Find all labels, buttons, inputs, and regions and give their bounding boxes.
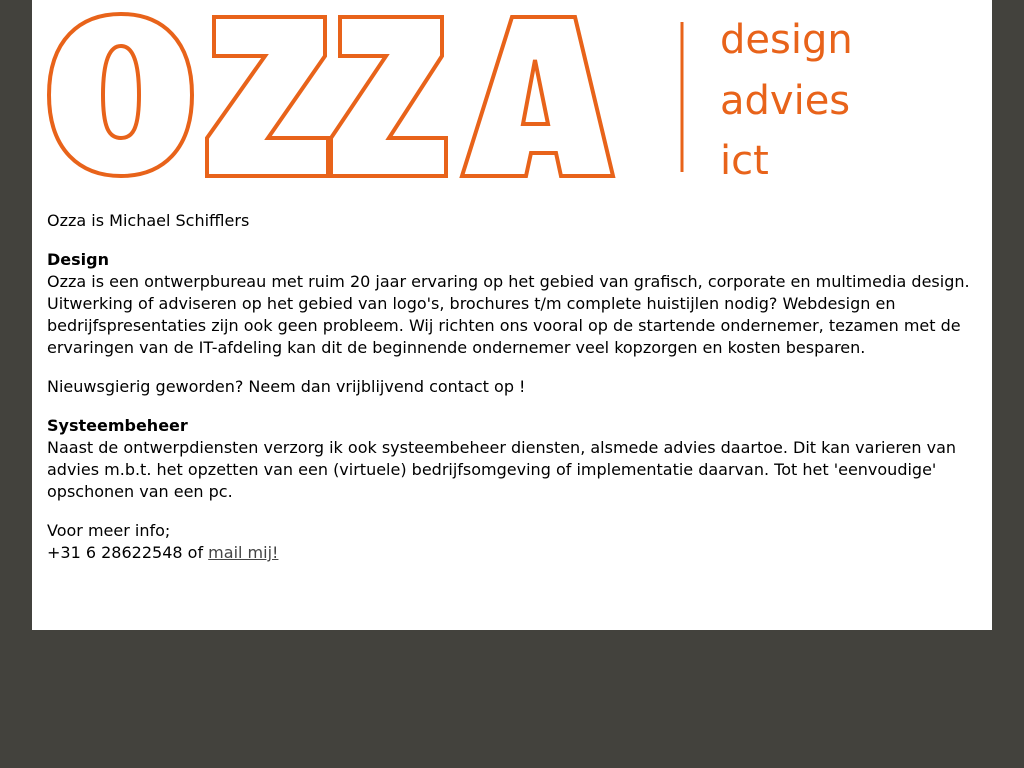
logo-letter-z-2	[331, 17, 446, 176]
design-section	[47, 249, 977, 359]
or-text: of	[187, 543, 204, 562]
system-body: Naast de ontwerpdiensten verzorg ik ook systeembeheer diensten, alsmede advies daartoe. Dit kan varieren van advies m.b.t. het opzetten van een (virtuele) bedrijfsomgeving of implementatie daarvan. Tot het 'eenvoudige' opschonen van een pc.	[47, 438, 957, 501]
tagline-advies: advies	[720, 78, 851, 124]
system-section	[47, 415, 977, 503]
logo-letter-z-1	[207, 17, 328, 176]
intro-text: Ozza is Michael Schifflers	[47, 211, 250, 230]
tagline-design: design	[720, 17, 853, 63]
ozza-logo	[32, 0, 992, 190]
mail-link[interactable]: mail mij!	[208, 543, 279, 562]
tagline	[720, 17, 853, 184]
design-heading: Design	[47, 250, 109, 269]
main-panel	[32, 0, 992, 630]
curious-text: Nieuwsgierig geworden? Neem dan vrijblijvend contact op !	[47, 377, 526, 396]
tagline-ict: ict	[720, 138, 769, 184]
logo-letter-o	[49, 14, 192, 176]
design-body: Ozza is een ontwerpbureau met ruim 20 jaar ervaring op het gebied van grafisch, corporate en multimedia design. Uitwerking of adviseren op het gebied van logo's, brochures t/m complete huistijlen nodig? Webdesign en bedrijfspresentaties zijn ook geen probleem. Wij richten ons vooral op de startende ondernemer, tezamen met de ervaringen van de IT-afdeling kan dit de beginnende ondernemer veel kopzorgen en kosten besparen.	[47, 272, 970, 357]
system-heading: Systeembeheer	[47, 416, 188, 435]
logo-letter-a	[462, 17, 613, 176]
content	[47, 210, 977, 581]
more-info-text: Voor meer info;	[47, 521, 171, 540]
contact-section	[47, 520, 977, 564]
logo-header	[32, 0, 992, 190]
phone-number: +31 6 28622548	[47, 543, 183, 562]
